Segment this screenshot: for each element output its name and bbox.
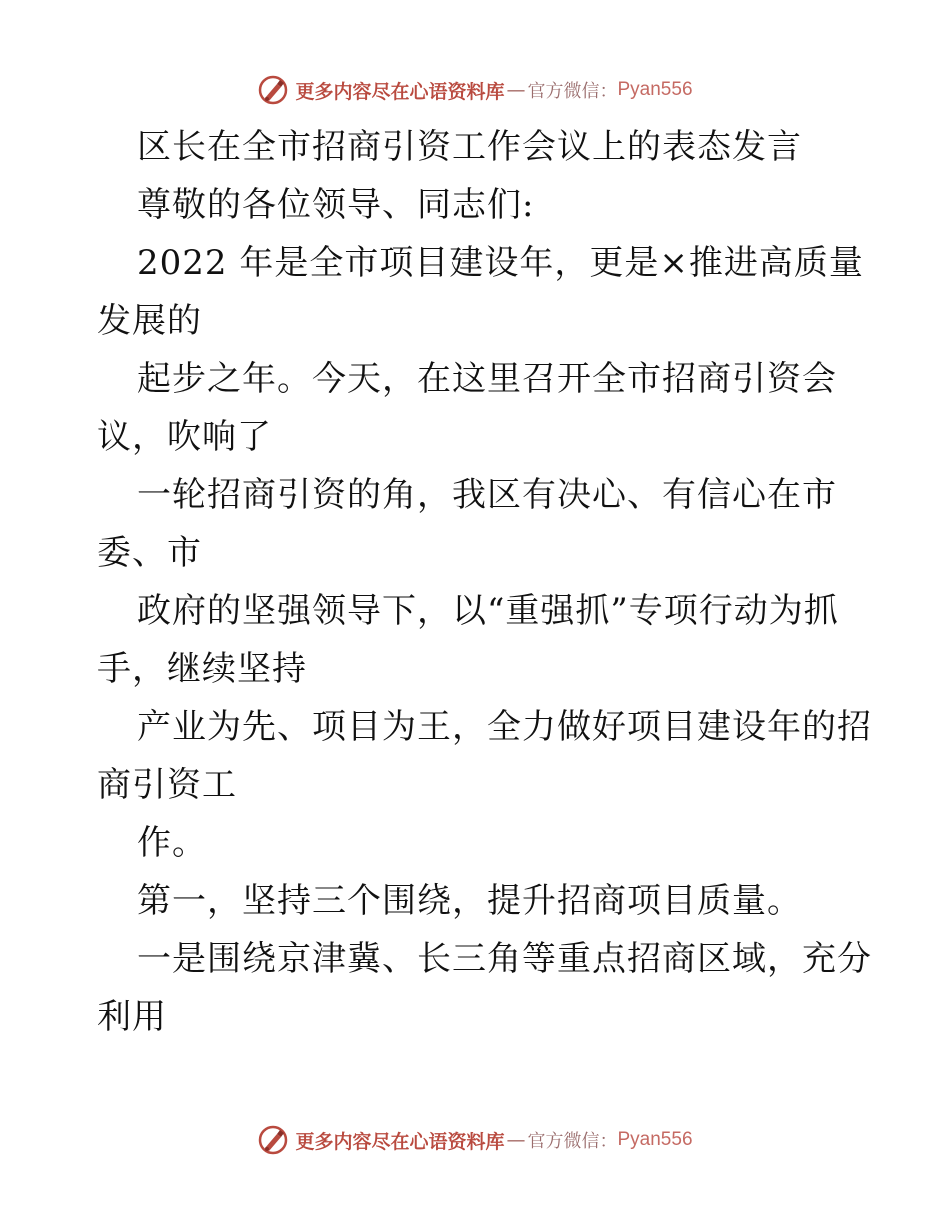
body-line: 手，继续坚持 (97, 649, 307, 689)
body-line: 发展的 (97, 301, 202, 341)
watermark-dash: — (506, 1129, 526, 1151)
pen-logo-icon (257, 74, 289, 106)
section-heading: 第一，坚持三个围绕，提升招商项目质量。 (137, 881, 802, 921)
body-line: 起步之年。今天，在这里召开全市招商引资会 (137, 359, 837, 399)
document-body (97, 118, 872, 1046)
pen-logo-icon (257, 1124, 289, 1156)
body-line: 产业为先、项目为王，全力做好项目建设年的招 (137, 707, 872, 747)
salutation: 尊敬的各位领导、同志们: (137, 185, 535, 225)
body-line: 商引资工 (97, 765, 237, 805)
watermark-wechat-id: Pyan556 (617, 79, 693, 100)
body-line: 作。 (137, 823, 207, 863)
watermark-dash: — (506, 79, 526, 101)
body-line: 议，吹响了 (97, 417, 272, 457)
watermark-main-text: 更多内容尽在心语资料库 (295, 1130, 505, 1153)
watermark-sub-text: 官方微信： (527, 81, 618, 102)
watermark-main-text: 更多内容尽在心语资料库 (295, 80, 505, 103)
document-title: 区长在全市招商引资工作会议上的表态发言 (137, 127, 802, 167)
body-line: 一是围绕京津冀、长三角等重点招商区域，充分 (137, 939, 872, 979)
body-line: 利用 (97, 997, 167, 1037)
body-line: 委、市 (97, 533, 202, 573)
watermark-wechat-id: Pyan556 (617, 1129, 693, 1150)
footer-watermark (0, 1120, 950, 1160)
body-line: 政府的坚强领导下，以“重强抓”专项行动为抓 (137, 591, 839, 631)
body-line: 2022 年是全市项目建设年，更是×推进高质量 (137, 243, 864, 283)
body-line: 一轮招商引资的角，我区有决心、有信心在市 (137, 475, 837, 515)
watermark-sub-text: 官方微信： (527, 1131, 618, 1152)
header-watermark (0, 70, 950, 110)
